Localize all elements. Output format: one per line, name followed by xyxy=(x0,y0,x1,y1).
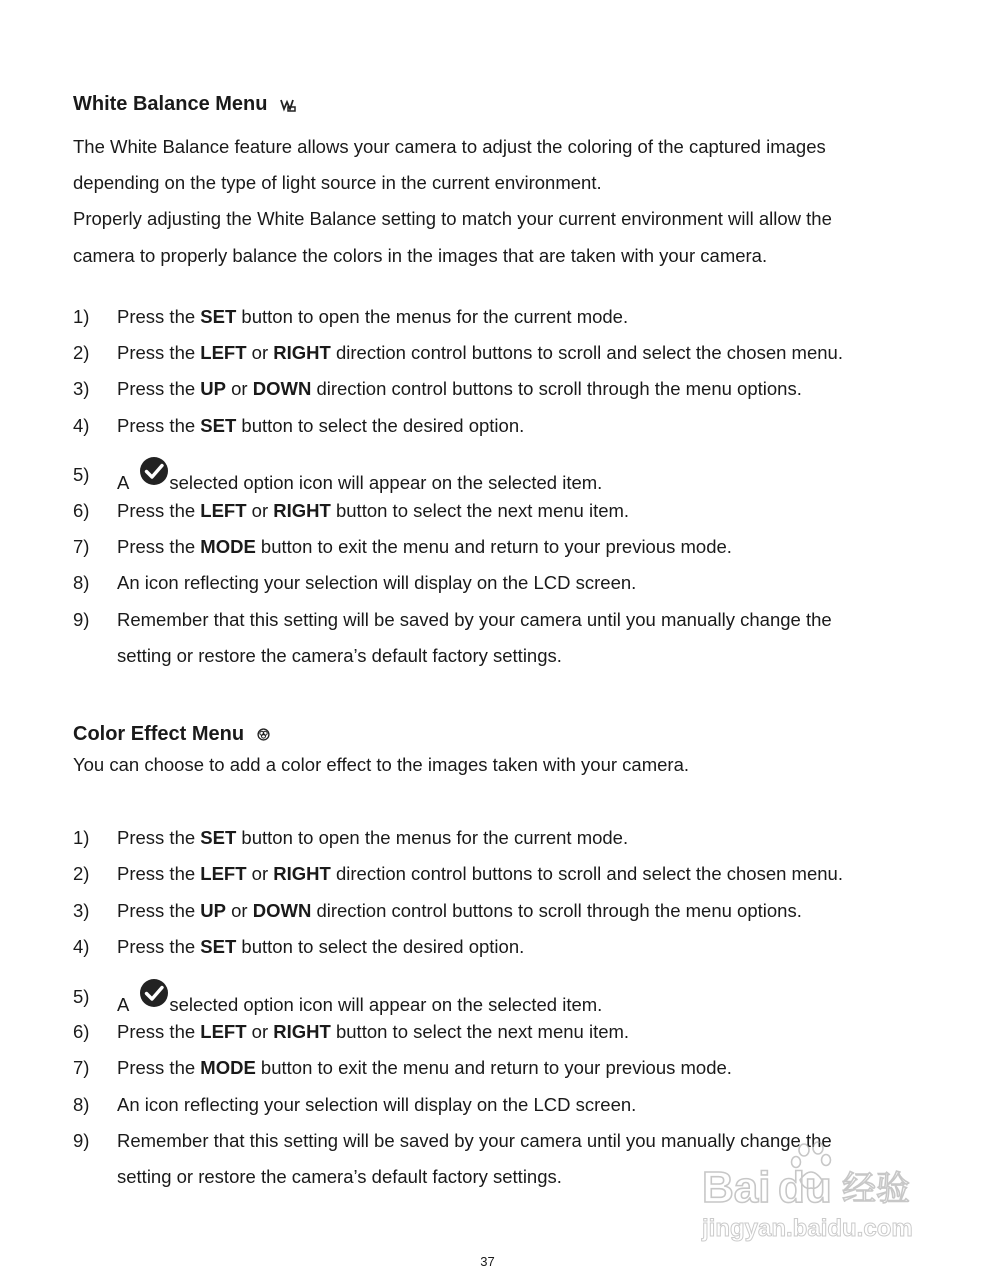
wb-paragraph-line: depending on the type of light source in the current environment. xyxy=(73,172,602,193)
white-balance-icon xyxy=(279,96,297,114)
ce-step-9-continued: setting or restore the camera’s default factory settings. xyxy=(117,1166,562,1187)
selected-check-icon xyxy=(139,978,169,1008)
page-number: 37 xyxy=(480,1254,495,1269)
ce-paragraph-line: You can choose to add a color effect to the images taken with your camera. xyxy=(73,754,690,775)
ce-step-7: 7) Press the MODE button to exit the menu and return to your previous mode. xyxy=(73,1057,732,1078)
wb-step-8: 8) An icon reflecting your selection will display on the LCD screen. xyxy=(73,572,637,593)
wb-step-3: 3) Press the UP or DOWN direction control buttons to scroll through the menu options. xyxy=(73,378,802,399)
ce-step-9: 9) Remember that this setting will be saved by your camera until you manually change the xyxy=(73,1130,832,1151)
white-balance-title: White Balance Menu xyxy=(73,93,268,115)
color-effect-icon xyxy=(256,727,271,742)
ce-step-1: 1) Press the SET button to open the menus for the current mode. xyxy=(73,827,629,848)
ce-step-5: 5) A selected option icon will appear on the selected item. xyxy=(73,986,602,1016)
wb-step-1: 1) Press the SET button to open the menus for the current mode. xyxy=(73,306,629,327)
svg-text:du: du xyxy=(778,1163,832,1212)
white-balance-heading xyxy=(73,93,297,116)
wb-step-9: 9) Remember that this setting will be saved by your camera until you manually change the xyxy=(73,609,832,630)
wb-step-7: 7) Press the MODE button to exit the menu and return to your previous mode. xyxy=(73,536,732,557)
wb-step-4: 4) Press the SET button to select the desired option. xyxy=(73,415,525,436)
baidu-jingyan-watermark xyxy=(700,1140,940,1250)
color-effect-title: Color Effect Menu xyxy=(73,723,245,745)
ce-step-8: 8) An icon reflecting your selection will display on the LCD screen. xyxy=(73,1094,637,1115)
ce-step-2: 2) Press the LEFT or RIGHT direction control buttons to scroll and select the chosen menu. xyxy=(73,863,843,884)
wb-step-5: 5) A selected option icon will appear on the selected item. xyxy=(73,464,602,494)
svg-text:经验: 经验 xyxy=(842,1170,910,1208)
wb-step-6: 6) Press the LEFT or RIGHT button to select the next menu item. xyxy=(73,500,630,521)
ce-step-3: 3) Press the UP or DOWN direction control buttons to scroll through the menu options. xyxy=(73,900,802,921)
svg-text:jingyan.baidu.com: jingyan.baidu.com xyxy=(702,1215,913,1242)
selected-check-icon xyxy=(139,456,169,486)
color-effect-heading xyxy=(73,723,271,746)
wb-step-2: 2) Press the LEFT or RIGHT direction control buttons to scroll and select the chosen menu. xyxy=(73,342,843,363)
wb-paragraph-line: camera to properly balance the colors in the images that are taken with your camera. xyxy=(73,245,768,266)
svg-text:Bai: Bai xyxy=(702,1163,771,1212)
ce-step-4: 4) Press the SET button to select the desired option. xyxy=(73,936,525,957)
wb-paragraph-line: Properly adjusting the White Balance setting to match your current environment will allow the xyxy=(73,208,832,229)
wb-paragraph-line: The White Balance feature allows your camera to adjust the coloring of the captured images xyxy=(73,136,826,157)
wb-step-9-continued: setting or restore the camera’s default factory settings. xyxy=(117,645,562,666)
ce-step-6: 6) Press the LEFT or RIGHT button to select the next menu item. xyxy=(73,1021,630,1042)
